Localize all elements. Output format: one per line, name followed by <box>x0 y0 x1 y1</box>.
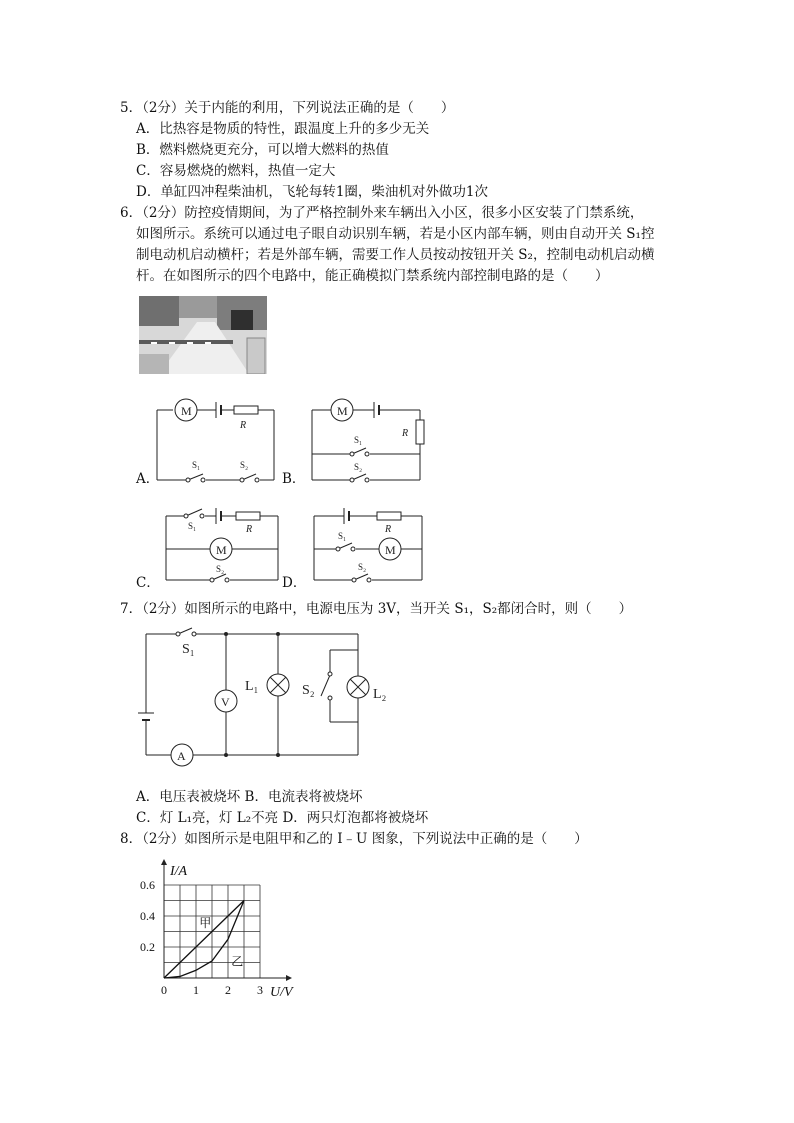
x-tick-label: 3 <box>257 983 263 997</box>
q6-option-d-label: D． <box>282 575 307 591</box>
motor-label-d: M <box>385 543 396 557</box>
motor-label-c: M <box>216 543 227 557</box>
resistor-label-b: R <box>402 428 409 439</box>
q6-option-b-label: B． <box>282 471 306 487</box>
ammeter-label: A <box>177 749 186 763</box>
lamp-l2-label: L₂ <box>373 687 387 702</box>
switch-s1-label-c: S₁ <box>188 521 197 531</box>
q6-stem-line1: 6．（2分）防控疫情期间，为了严格控制外来车辆出入小区，很多小区安装了门禁系统， <box>120 205 644 221</box>
q5-option-d: D．单缸四冲程柴油机，飞轮每转1圈，柴油机对外做功1次 <box>136 184 489 200</box>
switch-s1-label-a: S₁ <box>192 460 201 470</box>
switch-s2-label-c: S₂ <box>216 564 225 574</box>
motor-label-a: M <box>181 404 192 418</box>
iu-chart <box>136 850 316 1006</box>
q6-option-a-label: A． <box>136 471 160 487</box>
circuit-d <box>314 508 422 580</box>
q7-stem: 7．（2分）如图所示的电路中，电源电压为 3V，当开关 S₁，S₂都闭合时，则（ ） <box>120 601 633 617</box>
x-axis-arrow <box>286 975 292 981</box>
x-tick-label: 0 <box>161 983 167 997</box>
switch-s2-label-b: S₂ <box>354 462 363 472</box>
q8-stem: 8．（2分）如图所示是电阻甲和乙的 I﹣U 图象，下列说法中正确的是（ ） <box>120 831 588 847</box>
resistor-label-a: R <box>240 420 247 431</box>
resistor-label-d: R <box>385 524 392 535</box>
q5-option-c: C．容易燃烧的燃料，热值一定大 <box>136 163 336 179</box>
resistor-label-c: R <box>246 524 253 535</box>
voltmeter-label: V <box>221 695 230 709</box>
q7-options-cd: C．灯 L₁亮，灯 L₂不亮 D．两只灯泡都将被烧坏 <box>136 810 429 826</box>
motor-label-b: M <box>337 404 348 418</box>
y-axis-label: I/A <box>170 864 188 879</box>
y-tick-label: 0.6 <box>140 878 155 892</box>
q5-option-a: A．比热容是物质的特性，跟温度上升的多少无关 <box>136 121 430 137</box>
x-tick-label: 2 <box>225 983 231 997</box>
q6-stem-line4: 杆。在如图所示的四个电路中，能正确模拟门禁系统内部控制电路的是（ ） <box>136 268 609 284</box>
q7-switch-s2-label: S₂ <box>302 683 315 698</box>
lamp-l1-label: L₁ <box>245 679 259 694</box>
x-axis-label: U/V <box>270 985 293 1000</box>
y-tick-label: 0.2 <box>140 940 155 954</box>
q7-options-ab: A．电压表被烧坏 B．电流表将被烧坏 <box>136 789 363 805</box>
q7-switch-s1-label: S₁ <box>182 642 195 657</box>
switch-s1-label-d: S₁ <box>338 531 347 541</box>
q6-option-c-label: C． <box>136 575 160 591</box>
q7-circuit <box>130 622 400 772</box>
circuit-b <box>312 399 424 480</box>
y-tick-label: 0.4 <box>140 909 155 923</box>
switch-s2-label-d: S₂ <box>358 562 367 572</box>
circuit-a <box>157 399 274 480</box>
switch-s1-label-b: S₁ <box>354 435 363 445</box>
series-jia-label: 甲 <box>199 915 212 930</box>
gate-photo <box>139 296 267 374</box>
y-axis-arrow <box>161 859 167 865</box>
q6-stem-line2: 如图所示。系统可以通过电子眼自动识别车辆，若是小区内部车辆，则由自动开关 S₁控 <box>136 226 655 242</box>
q5-option-b: B．燃料燃烧更充分，可以增大燃料的热值 <box>136 142 389 158</box>
q5-stem: 5．（2分）关于内能的利用，下列说法正确的是（ ） <box>120 100 455 116</box>
q6-stem-line3: 制电动机启动横杆；若是外部车辆，需要工作人员按动按钮开关 S₂，控制电动机启动横 <box>136 247 655 263</box>
series-yi-label: 乙 <box>231 954 244 969</box>
x-tick-label: 1 <box>193 983 199 997</box>
q6-circuits <box>130 392 430 592</box>
switch-s2-label-a: S₂ <box>240 460 249 470</box>
